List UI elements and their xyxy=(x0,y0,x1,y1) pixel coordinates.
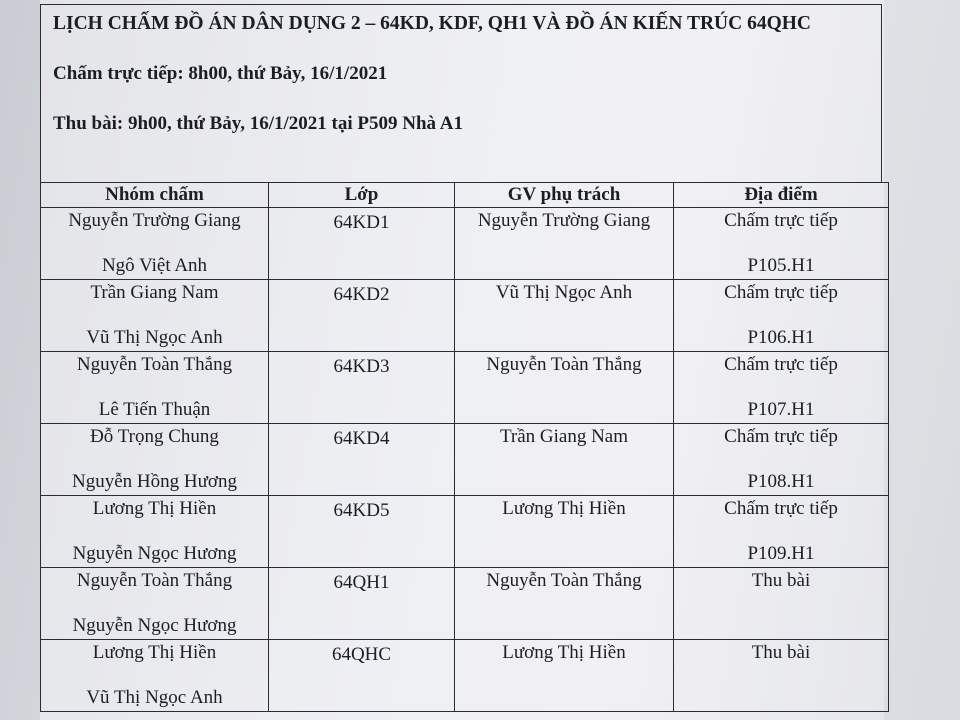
header-box xyxy=(40,4,882,182)
grader-2: Nguyễn Hồng Hương xyxy=(72,471,237,492)
teacher-cell xyxy=(455,280,674,352)
class-code: 64KD4 xyxy=(333,428,390,449)
location-cell xyxy=(674,280,889,352)
class-code: 64KD3 xyxy=(333,356,390,377)
class-code: 64QHC xyxy=(331,644,392,665)
column-header-class: Lớp xyxy=(269,183,455,208)
teacher-name: Trần Giang Nam xyxy=(499,426,629,447)
location-mode: Chấm trực tiếp xyxy=(724,282,838,303)
class-cell xyxy=(269,640,455,712)
grader-1: Trần Giang Nam xyxy=(90,282,219,303)
table-row xyxy=(41,208,889,280)
teacher-name: Nguyễn Toàn Thắng xyxy=(486,354,642,375)
table-row xyxy=(41,496,889,568)
class-code: 64KD5 xyxy=(333,500,390,521)
location-cell xyxy=(674,424,889,496)
table-row xyxy=(41,424,889,496)
teacher-cell xyxy=(455,352,674,424)
teacher-name: Lương Thị Hiền xyxy=(502,642,626,663)
class-cell xyxy=(269,496,455,568)
teacher-cell xyxy=(455,424,674,496)
table-body xyxy=(41,208,889,712)
teacher-name: Nguyễn Toàn Thắng xyxy=(486,570,642,591)
grader-1: Nguyễn Toàn Thắng xyxy=(76,570,233,591)
location-cell xyxy=(674,568,889,640)
group-cell xyxy=(41,640,269,712)
grader-1: Nguyễn Trường Giang xyxy=(68,210,241,231)
class-cell xyxy=(269,208,455,280)
grader-2: Vũ Thị Ngọc Anh xyxy=(86,687,223,708)
grader-1: Nguyễn Toàn Thắng xyxy=(76,354,233,375)
grader-1: Lương Thị Hiền xyxy=(92,498,217,519)
column-header-location: Địa điểm xyxy=(674,183,889,208)
location-mode: Chấm trực tiếp xyxy=(724,354,838,375)
column-header-group: Nhóm chấm xyxy=(41,183,269,208)
class-cell xyxy=(269,568,455,640)
location-cell xyxy=(674,640,889,712)
grader-2: Nguyễn Ngọc Hương xyxy=(72,543,237,564)
group-cell xyxy=(41,208,269,280)
group-cell xyxy=(41,496,269,568)
table-row xyxy=(41,352,889,424)
location-room: P106.H1 xyxy=(747,327,815,348)
class-cell xyxy=(269,352,455,424)
group-cell xyxy=(41,424,269,496)
location-cell xyxy=(674,208,889,280)
submission-line: Thu bài: 9h00, thứ Bảy, 16/1/2021 tại P509 Nhà A1 xyxy=(53,113,463,134)
class-cell xyxy=(269,280,455,352)
document-title: LỊCH CHẤM ĐỒ ÁN DÂN DỤNG 2 – 64KD, KDF, QH1 VÀ ĐỒ ÁN KIẾN TRÚC 64QHC xyxy=(53,13,812,34)
grader-1: Đỗ Trọng Chung xyxy=(90,426,219,447)
location-room: P108.H1 xyxy=(747,471,815,492)
location-room: P107.H1 xyxy=(747,399,815,420)
direct-grading-line: Chấm trực tiếp: 8h00, thứ Bảy, 16/1/2021 xyxy=(53,63,388,84)
teacher-cell xyxy=(455,640,674,712)
table-row xyxy=(41,640,889,712)
schedule-table xyxy=(40,182,889,712)
group-cell xyxy=(41,568,269,640)
location-cell xyxy=(674,352,889,424)
location-mode: Chấm trực tiếp xyxy=(724,210,838,231)
location-cell xyxy=(674,496,889,568)
grader-2: Nguyễn Ngọc Hương xyxy=(72,615,237,636)
class-code: 64KD1 xyxy=(333,212,390,233)
table-header-row xyxy=(41,183,889,208)
teacher-name: Nguyễn Trường Giang xyxy=(477,210,651,231)
grader-2: Ngô Việt Anh xyxy=(101,255,208,276)
class-cell xyxy=(269,424,455,496)
teacher-name: Vũ Thị Ngọc Anh xyxy=(495,282,633,303)
grader-2: Vũ Thị Ngọc Anh xyxy=(86,327,223,348)
group-cell xyxy=(41,352,269,424)
teacher-cell xyxy=(455,208,674,280)
class-code: 64KD2 xyxy=(333,284,390,305)
location-room: P105.H1 xyxy=(747,255,815,276)
teacher-cell xyxy=(455,568,674,640)
table-row xyxy=(41,568,889,640)
location-mode: Chấm trực tiếp xyxy=(724,498,838,519)
location-room: P109.H1 xyxy=(747,543,815,564)
grader-1: Lương Thị Hiền xyxy=(92,642,217,663)
class-code: 64QH1 xyxy=(333,572,390,593)
teacher-name: Lương Thị Hiền xyxy=(502,498,626,519)
grader-2: Lê Tiến Thuận xyxy=(98,399,211,420)
column-header-teacher: GV phụ trách xyxy=(455,183,674,208)
teacher-cell xyxy=(455,496,674,568)
table-row xyxy=(41,280,889,352)
group-cell xyxy=(41,280,269,352)
location-mode: Thu bài xyxy=(751,570,811,591)
location-mode: Chấm trực tiếp xyxy=(724,426,838,447)
location-mode: Thu bài xyxy=(751,642,811,663)
